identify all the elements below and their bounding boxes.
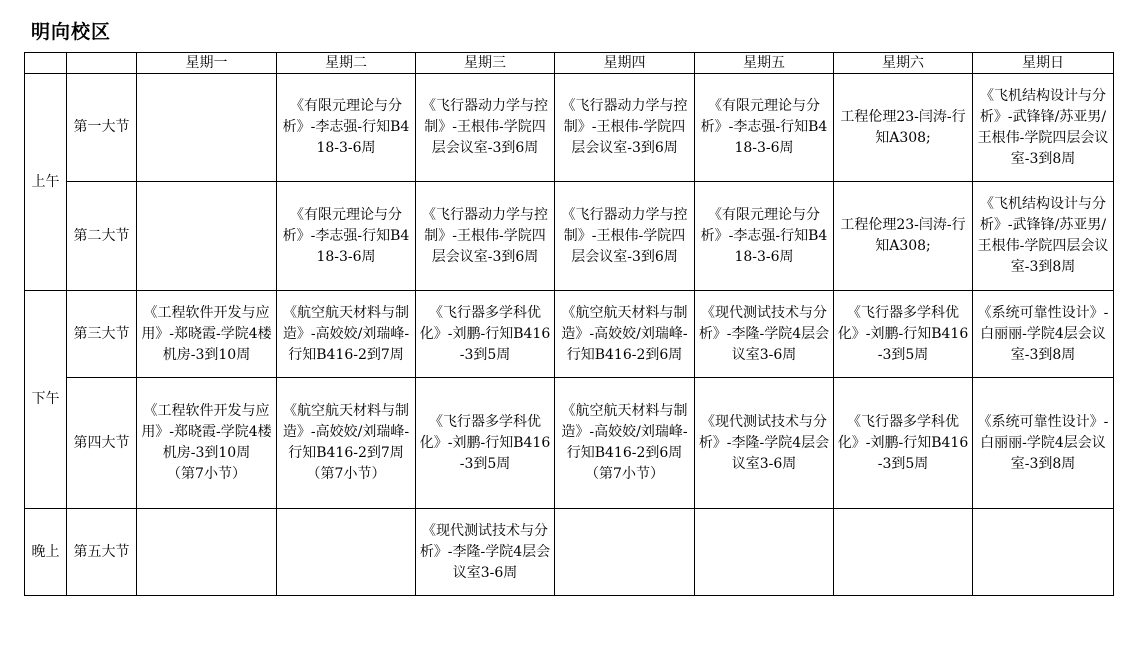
course-cell (277, 291, 416, 378)
course-cell (137, 291, 277, 378)
slot-label: 第三大节 (67, 291, 137, 378)
course-cell (973, 182, 1114, 291)
course-text: 《飞行器动力学与控制》-王根伟-学院四层会议室-3到6周 (561, 98, 688, 156)
course-cell (555, 182, 695, 291)
course-cell (416, 509, 555, 596)
slot-label: 第一大节 (67, 74, 137, 182)
period-morning: 上午 (25, 74, 67, 291)
subsection-note: （第7小节） (585, 466, 664, 482)
course-text: 《飞行器多学科优化》-刘鹏-行知B416-3到5周 (419, 304, 551, 363)
course-text: 《现代测试技术与分析》-李隆-学院4层会议室3-6周 (419, 522, 551, 581)
table-row (25, 182, 1114, 291)
course-cell (834, 378, 973, 509)
course-text: 《飞机结构设计与分析》-武锋锋/苏亚男/王根伟-学院四层会议室-3到8周 (977, 87, 1109, 167)
slot-label: 第四大节 (67, 378, 137, 509)
course-cell (834, 291, 973, 378)
course-text: 《飞行器多学科优化》-刘鹏-行知B416-3到5周 (837, 413, 969, 472)
course-cell (416, 74, 555, 182)
course-cell (973, 378, 1114, 509)
course-text: 《系统可靠性设计》-白丽丽-学院4层会议室-3到8周 (977, 304, 1109, 363)
course-cell (416, 291, 555, 378)
course-cell (277, 182, 416, 291)
course-cell (973, 509, 1114, 596)
course-cell (555, 378, 695, 509)
course-cell (973, 291, 1114, 378)
course-text: 《现代测试技术与分析》-李隆-学院4层会议室3-6周 (698, 304, 830, 363)
header-row (25, 53, 1114, 74)
subsection-note: （第7小节） (306, 466, 386, 482)
course-cell (137, 74, 277, 182)
course-cell (137, 509, 277, 596)
table-row (25, 74, 1114, 182)
day-header-wed: 星期三 (416, 53, 555, 74)
course-cell (695, 509, 834, 596)
course-cell (695, 378, 834, 509)
course-cell (277, 378, 416, 509)
course-text: 《有限元理论与分析》-李志强-行知B418-3-6周 (282, 98, 410, 156)
course-text: 《有限元理论与分析》-李志强-行知B418-3-6周 (700, 98, 828, 156)
course-text: 《飞行器动力学与控制》-王根伟-学院四层会议室-3到6周 (422, 206, 548, 265)
course-text: 工程伦理23-闫涛-行知A308; (840, 108, 966, 146)
course-cell (973, 74, 1114, 182)
course-cell (834, 509, 973, 596)
day-header-sat: 星期六 (834, 53, 973, 74)
course-text: 《飞行器多学科优化》-刘鹏-行知B416-3到5周 (837, 304, 969, 363)
course-text: 《航空航天材料与制造》-高姣姣/刘瑞峰-行知B416-2到7周 (282, 403, 410, 461)
period-afternoon: 下午 (25, 291, 67, 509)
course-text: 《现代测试技术与分析》-李隆-学院4层会议室3-6周 (698, 413, 830, 472)
day-header-fri: 星期五 (695, 53, 834, 74)
course-text: 《航空航天材料与制造》-高姣姣/刘瑞峰-行知B416-2到6周 (561, 403, 688, 461)
course-cell (416, 182, 555, 291)
table-row (25, 291, 1114, 378)
timetable (24, 52, 1114, 596)
corner-cell (25, 53, 67, 74)
day-header-mon: 星期一 (137, 53, 277, 74)
course-text: 《有限元理论与分析》-李志强-行知B418-3-6周 (700, 206, 828, 265)
day-header-thu: 星期四 (555, 53, 695, 74)
day-header-sun: 星期日 (973, 53, 1114, 74)
period-evening: 晚上 (25, 509, 67, 596)
course-text: 《工程软件开发与应用》-郑晓霞-学院4楼机房-3到10周 (141, 304, 272, 363)
course-text: 《飞行器动力学与控制》-王根伟-学院四层会议室-3到6周 (561, 206, 688, 265)
course-text: 工程伦理23-闫涛-行知A308; (840, 217, 966, 254)
corner-cell (67, 53, 137, 74)
course-text: 《有限元理论与分析》-李志强-行知B418-3-6周 (282, 206, 410, 265)
course-cell (695, 74, 834, 182)
course-cell (555, 509, 695, 596)
table-row (25, 509, 1114, 596)
course-text: 《航空航天材料与制造》-高姣姣/刘瑞峰-行知B416-2到7周 (282, 304, 410, 363)
course-cell (137, 182, 277, 291)
course-cell (834, 74, 973, 182)
course-cell (416, 378, 555, 509)
slot-label: 第五大节 (67, 509, 137, 596)
campus-title: 明向校区 (31, 21, 112, 43)
course-cell (277, 509, 416, 596)
course-cell (695, 291, 834, 378)
slot-label: 第二大节 (67, 182, 137, 291)
course-text: 《飞机结构设计与分析》-武锋锋/苏亚男/王根伟-学院四层会议室-3到8周 (977, 196, 1109, 275)
course-cell (137, 378, 277, 509)
course-text: 《工程软件开发与应用》-郑晓霞-学院4楼机房-3到10周 (141, 403, 272, 461)
course-text: 《航空航天材料与制造》-高姣姣/刘瑞峰-行知B416-2到6周 (561, 304, 688, 363)
course-cell (695, 182, 834, 291)
course-cell (555, 74, 695, 182)
course-cell (834, 182, 973, 291)
course-text: 《系统可靠性设计》-白丽丽-学院4层会议室-3到8周 (977, 413, 1109, 472)
course-text: 《飞行器动力学与控制》-王根伟-学院四层会议室-3到6周 (422, 98, 548, 156)
course-cell (555, 291, 695, 378)
course-cell (277, 74, 416, 182)
day-header-tue: 星期二 (277, 53, 416, 74)
table-row (25, 378, 1114, 509)
course-text: 《飞行器多学科优化》-刘鹏-行知B416-3到5周 (419, 413, 551, 472)
subsection-note: （第7小节） (167, 466, 246, 482)
